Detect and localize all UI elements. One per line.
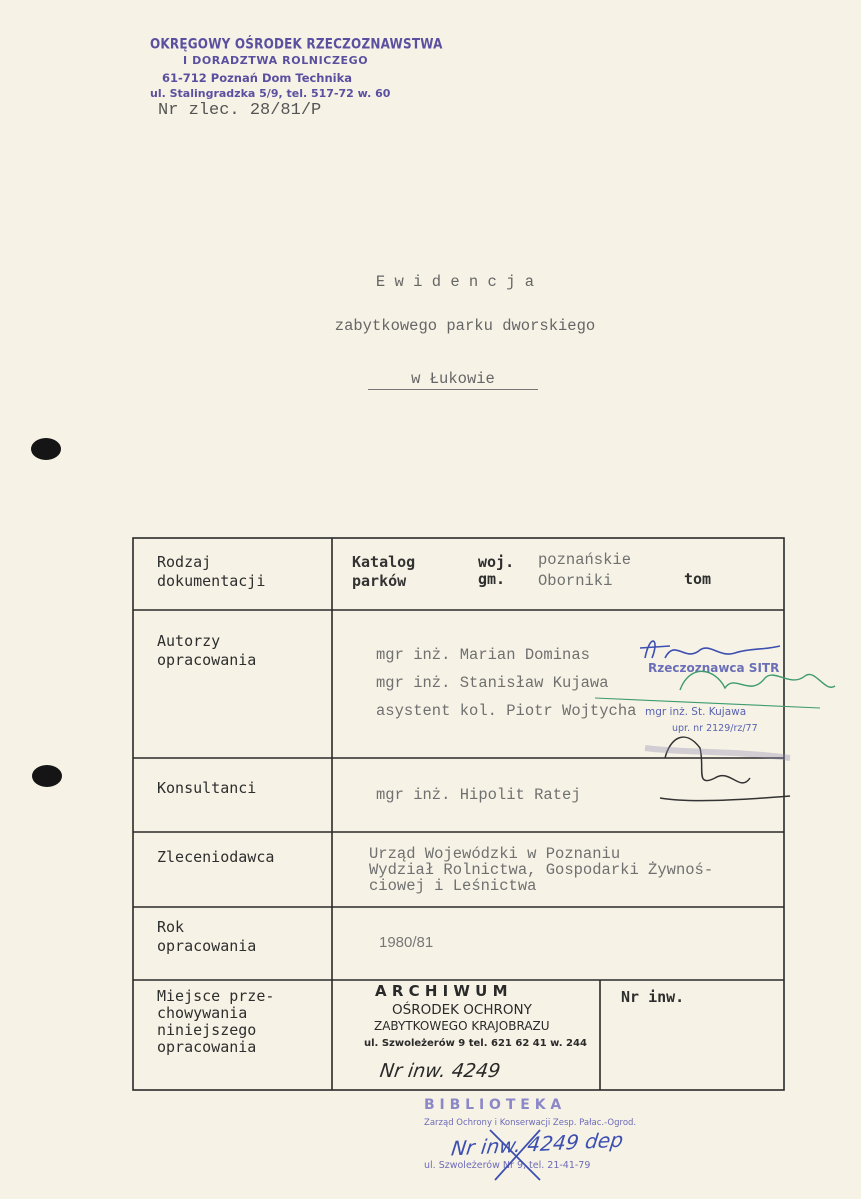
row-year-label: Rok opracowania — [157, 918, 257, 955]
author-1: mgr inż. Marian Dominas — [376, 646, 590, 664]
title-line2: zabytkowego parku dworskiego — [334, 317, 596, 335]
header-stamp-line4: ul. Stalingradzka 5/9, tel. 517-72 w. 60 — [150, 87, 391, 100]
kujawa-stamp: mgr inż. St. Kujawa — [645, 706, 747, 718]
inv-number-label: Nr inw. — [621, 988, 685, 1006]
rzeczoznawca-stamp: Rzeczoznawca SITR — [648, 661, 780, 675]
client-value: Urząd Wojewódzki w Poznaniu Wydział Rolnictwa, Gospodarki Żywnoś- ciowej i Leśnictwa — [369, 845, 714, 895]
author-2: mgr inż. Stanisław Kujawa — [376, 674, 609, 692]
woj-label: woj. — [478, 553, 515, 571]
library-stamp-line1: B I B L I O T E K A — [424, 1097, 562, 1113]
row-authors-label: Autorzy opracowania — [157, 632, 257, 669]
archive-handwritten-number: Nr inw. 4249 — [378, 1060, 502, 1082]
author-signatures — [590, 628, 840, 828]
archive-stamp-line2: OŚRODEK OCHRONY — [392, 1002, 532, 1018]
row-consultants-label: Konsultanci — [157, 779, 257, 797]
title-line3: w Łukowie — [411, 370, 495, 388]
header-stamp-line2: I DORADZTWA ROLNICZEGO — [183, 54, 369, 67]
library-cross-mark — [480, 1125, 560, 1185]
woj-value: poznańskie — [538, 551, 632, 569]
archive-stamp-line3: ZABYTKOWEGO KRAJOBRAZU — [374, 1019, 550, 1033]
order-number: Nr zlec. 28/81/P — [158, 101, 322, 120]
library-handwritten-number: Nr inw. 4249 dep — [449, 1127, 625, 1161]
row-doc-type-label: Rodzaj dokumentacji — [157, 553, 266, 590]
catalog-label: Katalog parków — [352, 553, 416, 590]
header-stamp-line1: OKRĘGOWY OŚRODEK RZECZOZNAWSTWA — [150, 35, 443, 53]
row-storage-label: Miejsce prze- chowywania niniejszego opracowania — [157, 987, 275, 1056]
row-client-label: Zleceniodawca — [157, 848, 275, 866]
library-stamp-line2: Zarząd Ochrony i Konserwacji Zesp. Pałac.-Ogrod. — [424, 1118, 637, 1128]
library-stamp-line3: ul. Szwoleżerów Nr 9, tel. 21-41-79 — [424, 1160, 591, 1171]
upr-stamp: upr. nr 2129/rz/77 — [672, 723, 758, 734]
archive-stamp-line4: ul. Szwoleżerów 9 tel. 621 62 41 w. 244 — [364, 1038, 587, 1049]
gm-value: Oborniki — [538, 572, 613, 590]
author-3: asystent kol. Piotr Wojtycha — [376, 702, 637, 720]
archive-stamp-line1: A R C H I W U M — [375, 982, 508, 1000]
header-stamp-line3: 61-712 Poznań Dom Technika — [162, 71, 353, 85]
gm-label: gm. — [478, 570, 506, 588]
title-line1: E w i d e n c j a — [375, 273, 535, 291]
consultant-value: mgr inż. Hipolit Ratej — [376, 786, 581, 804]
tom-label: tom — [684, 570, 712, 588]
year-value: 1980/81 — [379, 934, 434, 951]
